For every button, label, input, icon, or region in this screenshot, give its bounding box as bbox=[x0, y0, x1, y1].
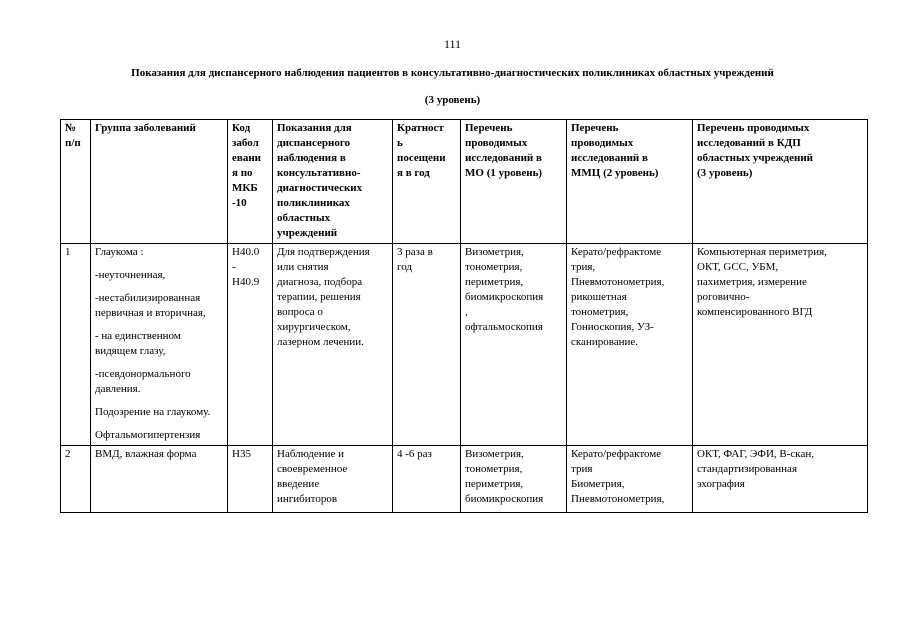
cell-num: 2 bbox=[61, 446, 91, 513]
cell-kdp-examinations: Компьютерная периметрия, ОКТ, GCC, УБМ, пахиметрия, измерение роговично- компенсированного ВГД bbox=[693, 244, 868, 446]
table-row bbox=[61, 244, 868, 446]
header-kdp-examinations: Перечень проводимых исследований в КДП областных учреждений (3 уровень) bbox=[693, 120, 868, 244]
dispensary-indications-table bbox=[60, 119, 868, 513]
document-subtitle: (3 уровень) bbox=[424, 94, 481, 106]
header-mmc-examinations: Перечень проводимых исследований в ММЦ (2 уровень) bbox=[567, 120, 693, 244]
header-visit-frequency: Кратност ь посещени я в год bbox=[393, 120, 461, 244]
document-title: Показания для диспансерного наблюдения пациентов в консультативно-диагностических поликлиниках областных учреждений bbox=[131, 67, 774, 79]
cell-visit-frequency: 4 -6 раз bbox=[393, 446, 461, 513]
cell-mo-examinations: Визометрия, тонометрия, периметрия, биомикроскопия , офтальмоскопия bbox=[461, 244, 567, 446]
cell-indications: Для подтверждения или снятия диагноза, подбора терапии, решения вопроса о хирургическом, лазерном лечении. bbox=[273, 244, 393, 446]
cell-disease-group: ВМД, влажная форма bbox=[91, 446, 228, 513]
header-num: № п/п bbox=[61, 120, 91, 244]
table-row bbox=[61, 446, 868, 513]
cell-mmc-examinations: Керато/рефрактоме трия Биометрия, Пневмотонометрия, bbox=[567, 446, 693, 513]
cell-num: 1 bbox=[61, 244, 91, 446]
cell-visit-frequency: 3 раза в год bbox=[393, 244, 461, 446]
header-icd10-code: Код забол евани я по МКБ -10 bbox=[228, 120, 273, 244]
cell-mo-examinations: Визометрия, тонометрия, периметрия, биомикроскопия bbox=[461, 446, 567, 513]
header-mo-examinations: Перечень проводимых исследований в МО (1 уровень) bbox=[461, 120, 567, 244]
cell-icd10-code: H35 bbox=[228, 446, 273, 513]
cell-icd10-code: H40.0 - H40.9 bbox=[228, 244, 273, 446]
cell-disease-group: Глаукома : -неуточненная, -нестабилизированная первичная и вторичная, - на единственном видящем глазу, -псевдонормального давления. Подозрение на глаукому. Офтальмогипертензия bbox=[91, 244, 228, 446]
header-indications: Показания для диспансерного наблюдения в консультативно- диагностических поликлиниках областных учреждений bbox=[273, 120, 393, 244]
cell-indications: Наблюдение и своевременное введение ингибиторов bbox=[273, 446, 393, 513]
page-number: 111 bbox=[443, 37, 462, 51]
header-row bbox=[61, 120, 868, 244]
header-disease-group: Группа заболеваний bbox=[91, 120, 228, 244]
cell-mmc-examinations: Керато/рефрактоме трия, Пневмотонометрия, рикошетная тонометрия, Гониоскопия, УЗ- сканирование. bbox=[567, 244, 693, 446]
cell-kdp-examinations: ОКТ, ФАГ, ЭФИ, В-скан, стандартизированная эхография bbox=[693, 446, 868, 513]
